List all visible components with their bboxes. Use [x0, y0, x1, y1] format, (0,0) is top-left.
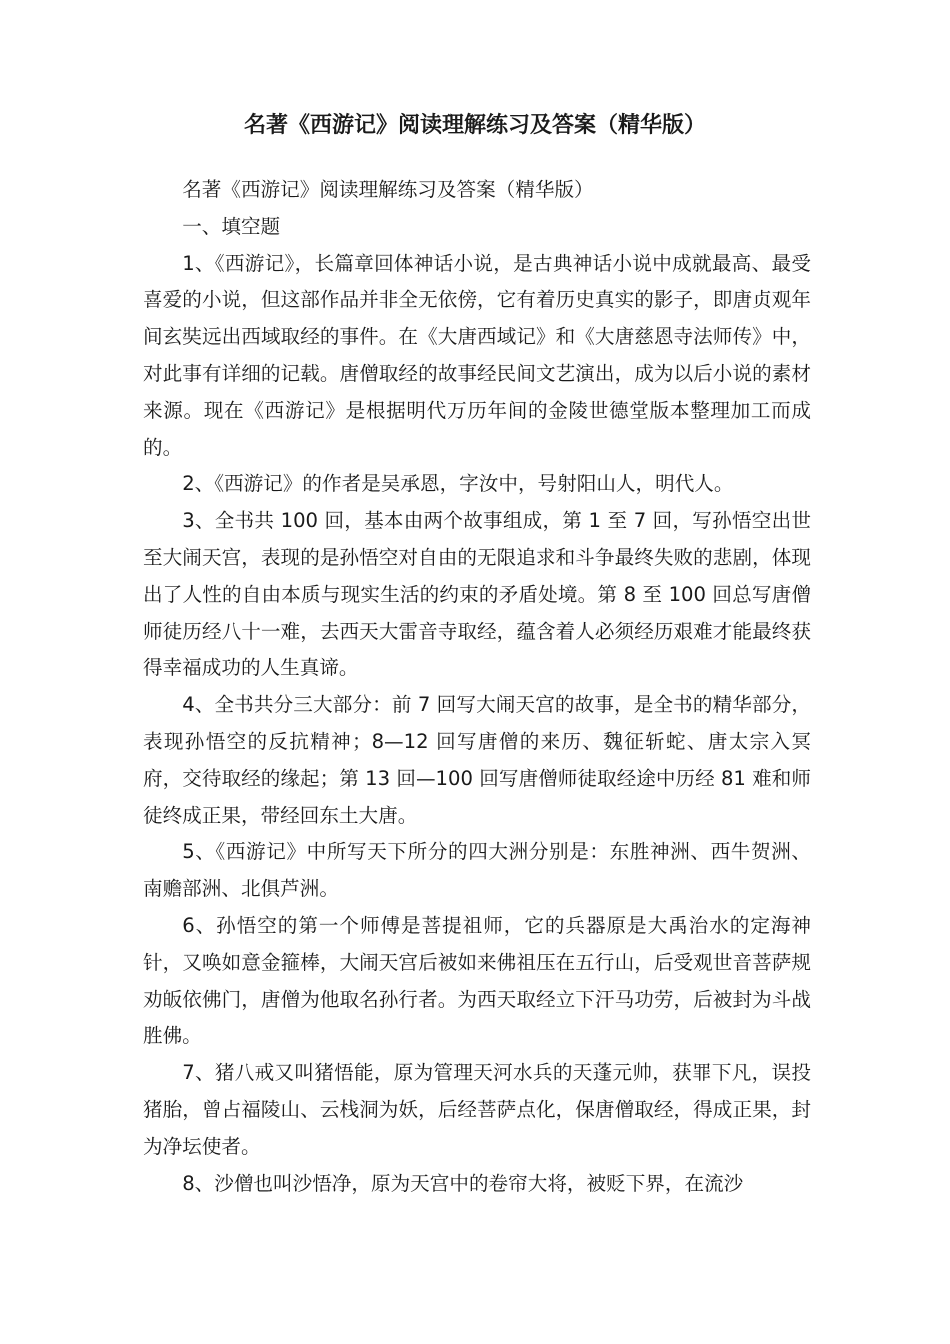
- paragraph-item-8: 8、沙僧也叫沙悟净，原为天宫中的卷帘大将，被贬下界，在流沙: [182, 1171, 744, 1195]
- paragraph-item-2: 2、《西游记》的作者是吴承恩，字汝中，号射阳山人，明代人。: [182, 472, 734, 496]
- document-subtitle: 名著《西游记》阅读理解练习及答案（精华版）: [182, 178, 594, 201]
- paragraph-item-6: 6、孙悟空的第一个师傅是菩提祖师，它的兵器原是大禹治水的定海神针，又唤如意金箍棒，大闹天宫后被如来佛祖压在五行山，后受观世音菩萨规劝皈依佛门，唐僧为他取名孙行者。为西天取经立下汗马功劳，后被封为斗战胜佛。: [143, 913, 811, 1048]
- document-title: 名著《西游记》阅读理解练习及答案（精华版）: [243, 113, 706, 138]
- paragraph-item-3: 3、全书共 100 回，基本由两个故事组成，第 1 至 7 回，写孙悟空出世至大闹天宫，表现的是孙悟空对自由的无限追求和斗争最终失败的悲剧，体现出了人性的自由本质与现实生活的约束的矛盾处境。第 8 至 100 回总写唐僧师徒历经八十一难，去西天大雷音寺取经，蕴含着人必须经历艰难才能最终获得幸福成功的人生真谛。: [143, 509, 811, 680]
- paragraph-item-1: 1、《西游记》，长篇章回体神话小说，是古典神话小说中成就最高、最受喜爱的小说，但这部作品并非全无依傍，它有着历史真实的影子，即唐贞观年间玄奘远出西域取经的事件。在《大唐西域记》和《大唐慈恩寺法师传》中，对此事有详细的记载。唐僧取经的故事经民间文艺演出，成为以后小说的素材来源。现在《西游记》是根据明代万历年间的金陵世德堂版本整理加工而成的。: [143, 251, 811, 459]
- section-heading: 一、填空题: [182, 214, 281, 238]
- paragraph-item-5: 5、《西游记》中所写天下所分的四大洲分别是：东胜神洲、西牛贺洲、南赡部洲、北俱芦洲。: [143, 840, 811, 901]
- paragraph-item-4: 4、全书共分三大部分：前 7 回写大闹天宫的故事，是全书的精华部分，表现孙悟空的反抗精神；8—12 回写唐僧的来历、魏征斩蛇、唐太宗入冥府，交待取经的缘起；第 13 回—100 回写唐僧师徒取经途中历经 81 难和师徒终成正果，带经回东土大唐。: [143, 693, 811, 827]
- paragraph-item-7: 7、猪八戒又叫猪悟能，原为管理天河水兵的天蓬元帅，获罪下凡，误投猪胎，曾占福陵山、云栈洞为妖，后经菩萨点化，保唐僧取经，得成正果，封为净坛使者。: [143, 1061, 811, 1158]
- document-body: [143, 172, 811, 1202]
